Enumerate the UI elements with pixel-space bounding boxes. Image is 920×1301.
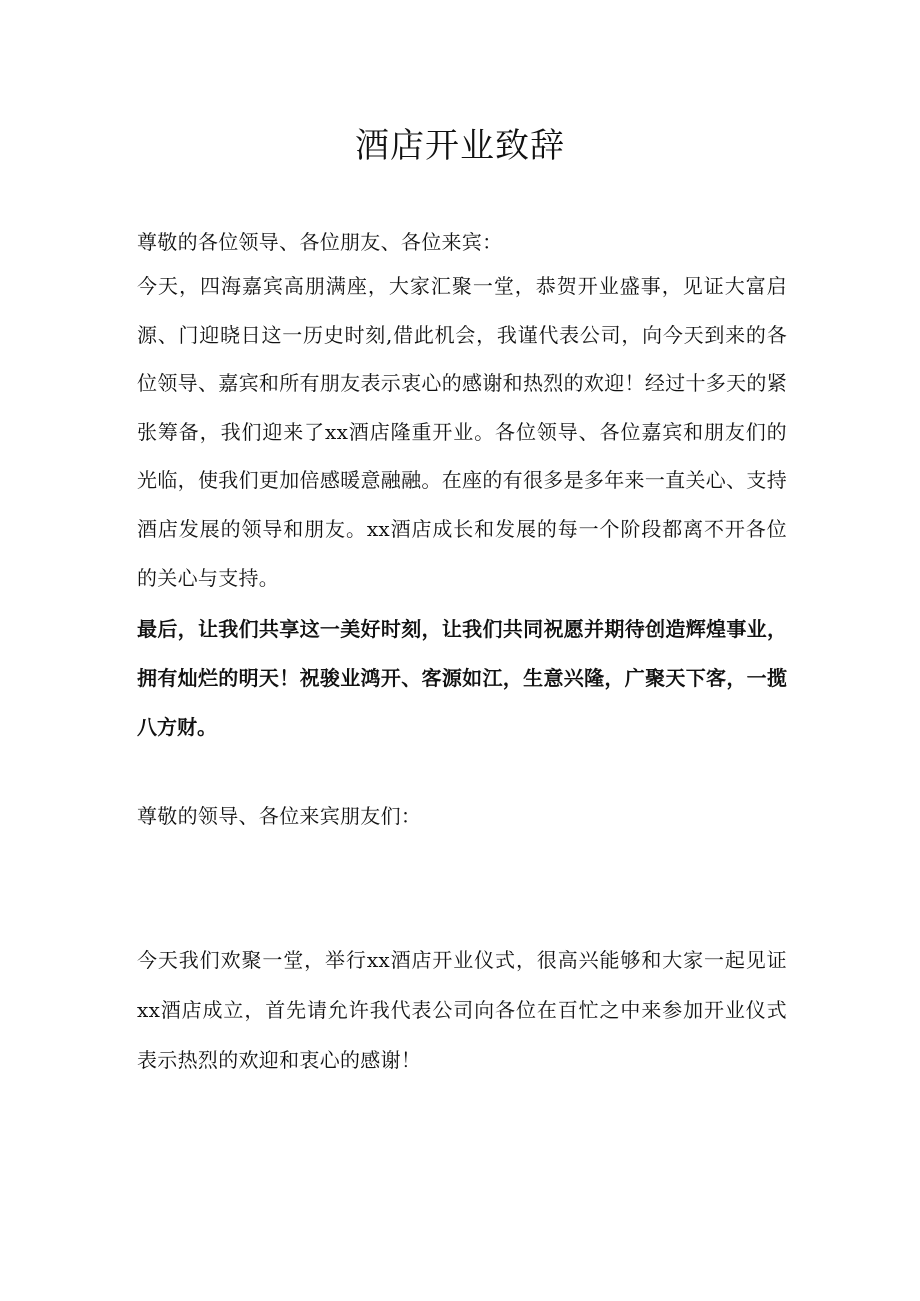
greeting-second: 尊敬的领导、各位来宾朋友们： — [137, 804, 422, 828]
greeting-first: 尊敬的各位领导、各位朋友、各位来宾： — [137, 230, 503, 254]
closing-paragraph: 最后，让我们共享这一美好时刻，让我们共同祝愿并期待创造辉煌事业，拥有灿烂的明天！祝骏业鸿开、客源如江，生意兴隆，广聚天下客，一揽八方财。 — [137, 617, 787, 739]
speech-paragraph-first: 今天，四海嘉宾高朋满座，大家汇聚一堂，恭贺开业盛事，见证大富启源、门迎晓日这一历史时刻,借此机会，我谨代表公司，向今天到来的各位领导、嘉宾和所有朋友表示衷心的感谢和热烈的欢迎！经过十多天的紧张筹备，我们迎来了xx酒店隆重开业。各位领导、各位嘉宾和朋友们的光临，使我们更加倍感暖意融融。在座的有很多是多年来一直关心、支持酒店发展的领导和朋友。xx酒店成长和发展的每一个阶段都离不开各位的关心与支持。 — [137, 274, 787, 590]
document-title: 酒店开业致辞 — [355, 126, 565, 166]
speech-paragraph-second: 今天我们欢聚一堂，举行xx酒店开业仪式，很高兴能够和大家一起见证xx酒店成立，首先请允许我代表公司向各位在百忙之中来参加开业仪式表示热烈的欢迎和衷心的感谢！ — [137, 948, 787, 1072]
